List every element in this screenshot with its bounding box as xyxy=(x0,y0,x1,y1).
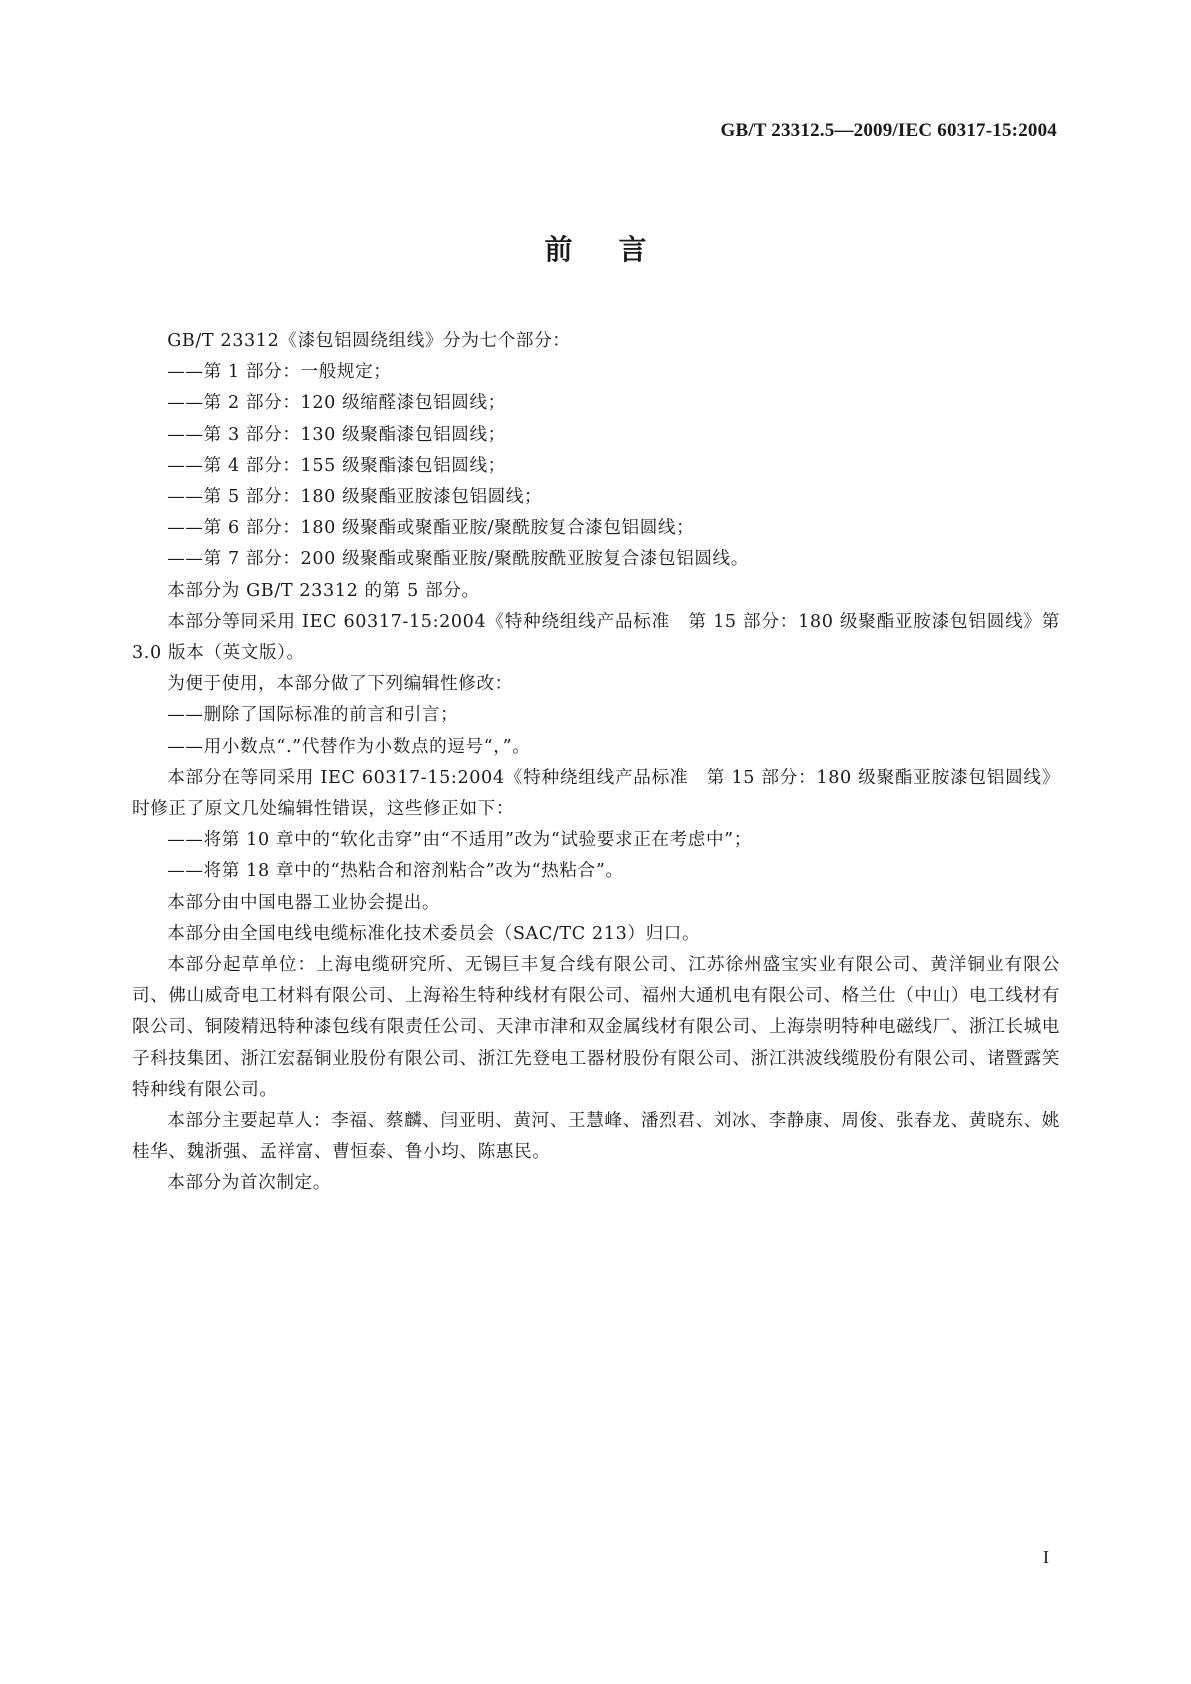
list-item: ——第 2 部分：120 级缩醛漆包铝圆线； xyxy=(167,393,506,414)
paragraph: 本部分为 GB/T 23312 的第 5 部分。 xyxy=(167,580,480,601)
list-item: ——将第 10 章中的“软化击穿”由“不适用”改为“试验要求正在考虑中”； xyxy=(167,830,752,851)
preface-body xyxy=(132,326,1060,1200)
paragraph: 本部分由中国电器工业协会提出。 xyxy=(167,892,441,913)
paragraph: 本部分主要起草人：李福、蔡麟、闫亚明、黄河、王慧峰、潘烈君、刘冰、李静康、周俊、张春龙、黄晓东、姚桂华、魏浙强、孟祥富、曹恒泰、鲁小均、陈惠民。 xyxy=(132,1111,1060,1163)
page-title: 前言 xyxy=(544,233,693,266)
list-item: ——用小数点“.”代替作为小数点的逗号“，”。 xyxy=(167,736,531,757)
paragraph: 本部分由全国电线电缆标准化技术委员会（SAC/TC 213）归口。 xyxy=(167,923,701,944)
list-item: ——将第 18 章中的“热粘合和溶剂粘合”改为“热粘合”。 xyxy=(167,861,624,882)
list-item: ——第 6 部分：180 级聚酯或聚酯亚胺/聚酰胺复合漆包铝圆线； xyxy=(167,518,695,539)
page-number: I xyxy=(1043,1547,1049,1567)
standard-code: GB/T 23312.5—2009/IEC 60317-15:2004 xyxy=(720,120,1057,141)
paragraph: 为便于使用，本部分做了下列编辑性修改： xyxy=(167,674,513,695)
list-item: ——第 1 部分：一般规定； xyxy=(167,362,392,383)
list-item: ——第 4 部分：155 级聚酯漆包铝圆线； xyxy=(167,455,506,476)
list-item: ——第 3 部分：130 级聚酯漆包铝圆线； xyxy=(167,424,506,445)
list-item: ——删除了国际标准的前言和引言； xyxy=(167,705,459,726)
paragraph: 本部分在等同采用 IEC 60317-15:2004《特种绕组线产品标准 第 15 部分：180 级聚酯亚胺漆包铝圆线》时修正了原文几处编辑性错误，这些修正如下： xyxy=(132,767,1060,820)
paragraph: 本部分为首次制定。 xyxy=(167,1173,331,1194)
paragraph: 本部分等同采用 IEC 60317-15:2004《特种绕组线产品标准 第 15 部分：180 级聚酯亚胺漆包铝圆线》第 3.0 版本（英文版）。 xyxy=(132,611,1060,664)
list-item: ——第 5 部分：180 级聚酯亚胺漆包铝圆线； xyxy=(167,487,543,508)
paragraph: 本部分起草单位：上海电缆研究所、无锡巨丰复合线有限公司、江苏徐州盛宝实业有限公司、黄洋铜业有限公司、佛山威奇电工材料有限公司、上海裕生特种线材有限公司、福州大通机电有限公司、格兰仕（中山）电工线材有限公司、铜陵精迅特种漆包线有限责任公司、天津市津和双金属线材有限公司、上海崇明特种电磁线厂、浙江长城电子科技集团、浙江宏磊铜业股份有限公司、浙江先登电工器材股份有限公司、浙江洪波线缆股份有限公司、诸暨露笑特种线有限公司。 xyxy=(132,955,1060,1100)
paragraph: GB/T 23312《漆包铝圆绕组线》分为七个部分： xyxy=(167,331,571,351)
list-item: ——第 7 部分：200 级聚酯或聚酯亚胺/聚酰胺酰亚胺复合漆包铝圆线。 xyxy=(167,549,749,570)
